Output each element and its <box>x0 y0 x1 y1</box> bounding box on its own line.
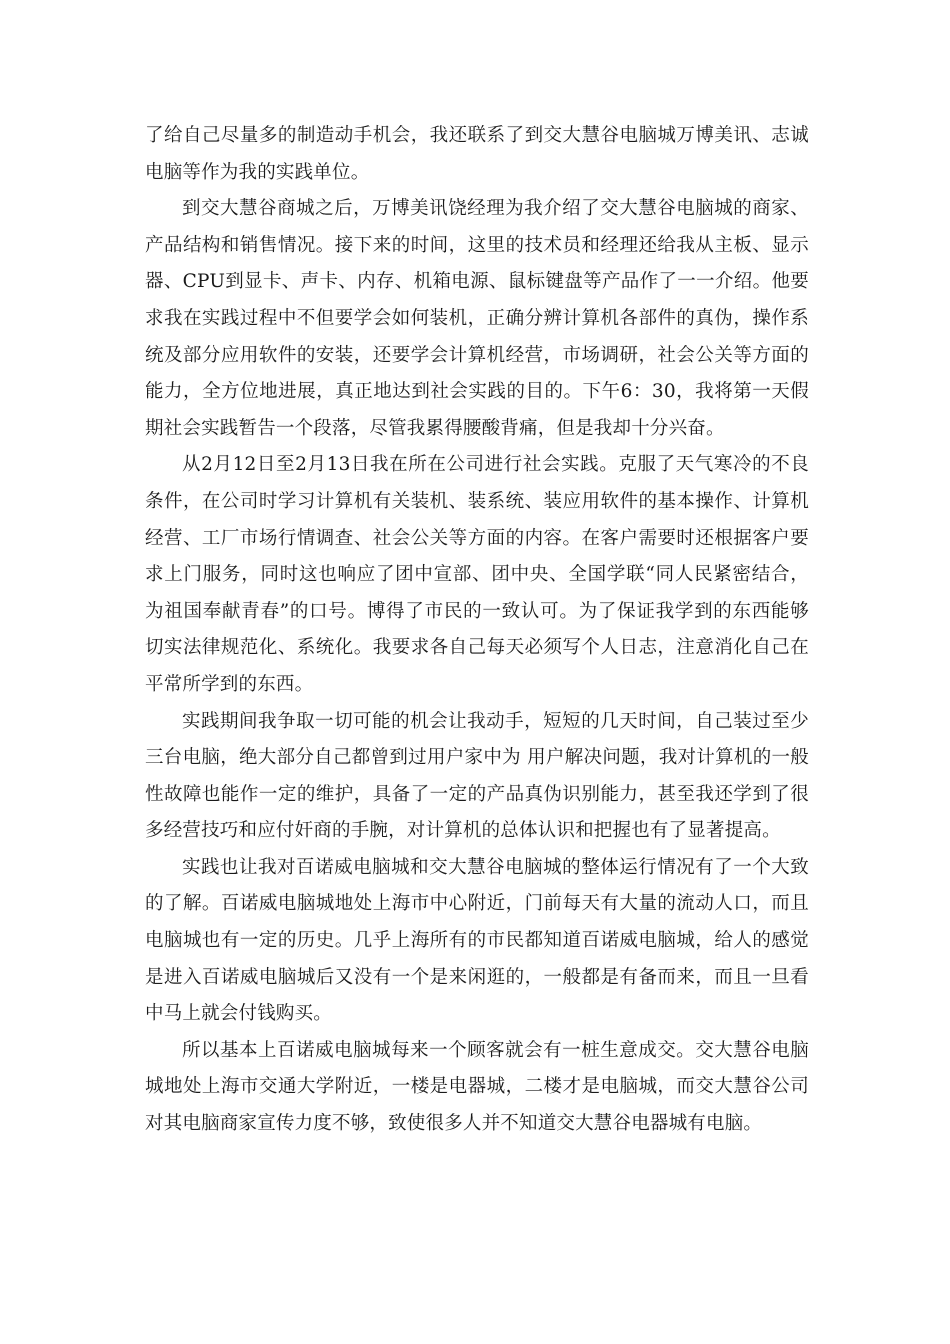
paragraph-6: 所以基本上百诺威电脑城每来一个顾客就会有一桩生意成交。交大慧谷电脑城地处上海市交通大学附近，一楼是电器城，二楼才是电脑城，而交大慧谷公司对其电脑商家宣传力度不够，致使很多人并不知道交大慧谷电器城有电脑。 <box>145 1039 809 1135</box>
document-body <box>145 118 809 1143</box>
paragraph-1: 了给自己尽量多的制造动手机会，我还联系了到交大慧谷电脑城万博美讯、志诚电脑等作为我的实践单位。 <box>145 125 809 183</box>
paragraph-4: 实践期间我争取一切可能的机会让我动手，短短的几天时间，自己装过至少三台电脑，绝大部分自己都曾到过用户家中为 用户解决问题，我对计算机的一般性故障也能作一定的维护，具备了一定的产品真伪识别能力，甚至我还学到了很多经营技巧和应付奸商的手腕，对计算机的总体认识和把握也有了显著提高。 <box>145 710 809 842</box>
paragraph-3: 从2月12日至2月13日我在所在公司进行社会实践。克服了天气寒冷的不良条件，在公司时学习计算机有关装机、装系统、装应用软件的基本操作、计算机经营、工厂市场行情调查、社会公关等方面的内容。在客户需要时还根据客户要求上门服务，同时这也响应了团中宣部、团中央、全国学联“同人民紧密结合，为祖国奉献青春”的口号。博得了市民的一致认可。为了保证我学到的东西能够切实法律规范化、系统化。我要求各自己每天必须写个人日志，注意消化自己在平常所学到的东西。 <box>145 454 809 695</box>
paragraph-5: 实践也让我对百诺威电脑城和交大慧谷电脑城的整体运行情况有了一个大致的了解。百诺威电脑城地处上海市中心附近，门前每天有大量的流动人口，而且电脑城也有一定的历史。几乎上海所有的市民都知道百诺威电脑城，给人的感觉是进入百诺威电脑城后又没有一个是来闲逛的，一般都是有备而来，而且一旦看中马上就会付钱购买。 <box>145 856 809 1025</box>
paragraph-2: 到交大慧谷商城之后，万博美讯饶经理为我介绍了交大慧谷电脑城的商家、产品结构和销售情况。接下来的时间，这里的技术员和经理还给我从主板、显示器、CPU到显卡、声卡、内存、机箱电源、鼠标键盘等产品作了一一介绍。他要求我在实践过程中不但要学会如何装机，正确分辨计算机各部件的真伪，操作系统及部分应用软件的安装，还要学会计算机经营，市场调研，社会公关等方面的能力，全方位地进展，真正地达到社会实践的目的。下午6：30，我将第一天假期社会实践暂告一个段落，尽管我累得腰酸背痛，但是我却十分兴奋。 <box>145 198 809 439</box>
